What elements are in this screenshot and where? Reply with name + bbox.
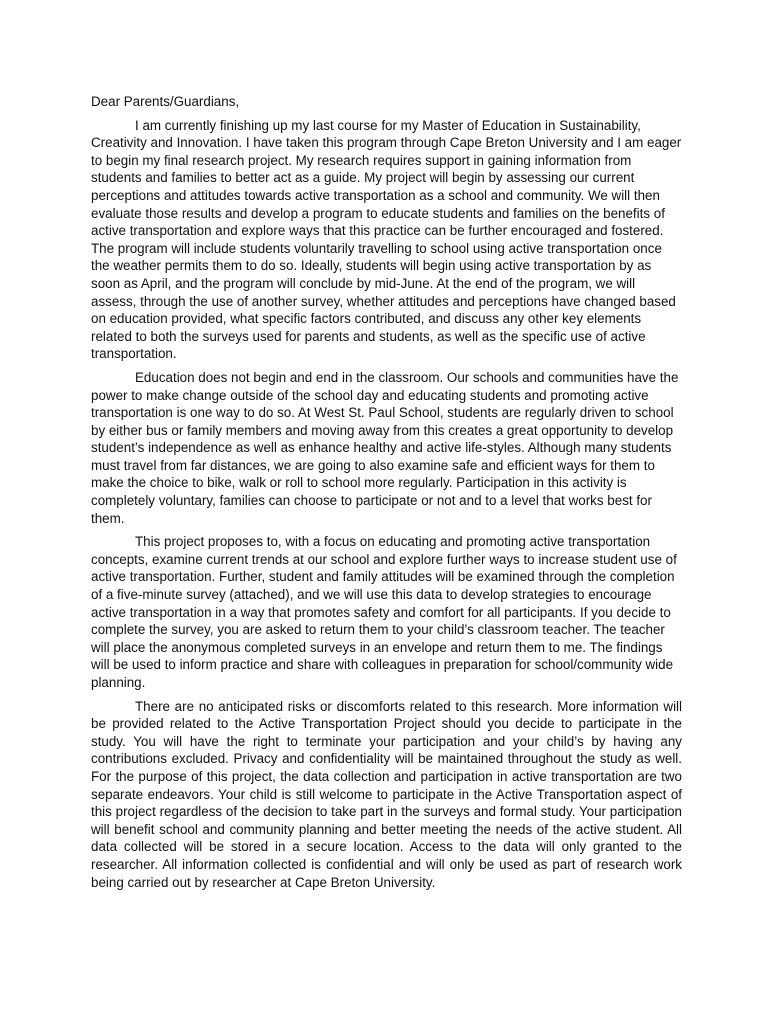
- paragraph-project-proposal: This project proposes to, with a focus on educating and promoting active transportation concepts, examine current trends at our school and explore further ways to increase student use of active transportation. Further, student and family attitudes will be examined through the completion of a five-minute survey (attached), and we will use this data to develop strategies to encourage active transportation in a way that promotes safety and comfort for all participants. If you decide to complete the survey, you are asked to return them to your child’s classroom teacher. The teacher will place the anonymous completed surveys in an envelope and return them to me. The findings will be used to inform practice and share with colleagues in preparation for school/community wide planning.: [91, 534, 677, 690]
- paragraph-risks-privacy: There are no anticipated risks or discomforts related to this research. More information will be provided related to the Active Transportation Project should you decide to participate in the study. You will have the right to terminate your participation and your child’s by having any contributions excluded. Privacy and confidentiality will be maintained throughout the study as well. For the purpose of this project, the data collection and participation in active transportation are two separate endeavors. Your child is still welcome to participate in the Active Transportation aspect of this project regardless of the decision to take part in the surveys and formal study. Your participation will benefit school and community planning and better meeting the needs of the active student. All data collected will be stored in a secure location. Access to the data will only granted to the researcher. All information collected is confidential and will only be used as part of research work being carried out by researcher at Cape Breton University.: [91, 698, 682, 890]
- salutation: Dear Parents/Guardians,: [91, 94, 240, 109]
- paragraph-intro: I am currently finishing up my last course for my Master of Education in Sustainability, Creativity and Innovation. I have taken this program through Cape Breton University and I am eager to begin my final research project. My research requires support in gaining information from students and families to better act as a guide. My project will begin by assessing our current perceptions and attitudes towards active transportation as a school and community. We will then evaluate those results and develop a program to educate students and families on the benefits of active transportation and explore ways that this practice can be further encouraged and fostered. The program will include students voluntarily travelling to school using active transportation once the weather permits them to do so. Ideally, students will begin using active transportation by as soon as April, and the program will conclude by mid-June. At the end of the program, we will assess, through the use of another survey, whether attitudes and perceptions have changed based on education provided, what specific factors contributed, and discuss any other key elements related to both the surveys used for parents and students, as well as the specific use of active transportation.: [91, 117, 682, 362]
- letter-body: [91, 93, 682, 897]
- paragraph-education: Education does not begin and end in the classroom. Our schools and communities have the power to make change outside of the school day and educating students and promoting active transportation is one way to do so. At West St. Paul School, students are regularly driven to school by either bus or family members and moving away from this creates a great opportunity to develop student’s independence as well as enhance healthy and active life-styles. Although many students must travel from far distances, we are going to also examine safe and efficient ways for them to make the choice to bike, walk or roll to school more regularly. Participation in this activity is completely voluntary, families can choose to participate or not and to a level that works best for them.: [91, 369, 679, 526]
